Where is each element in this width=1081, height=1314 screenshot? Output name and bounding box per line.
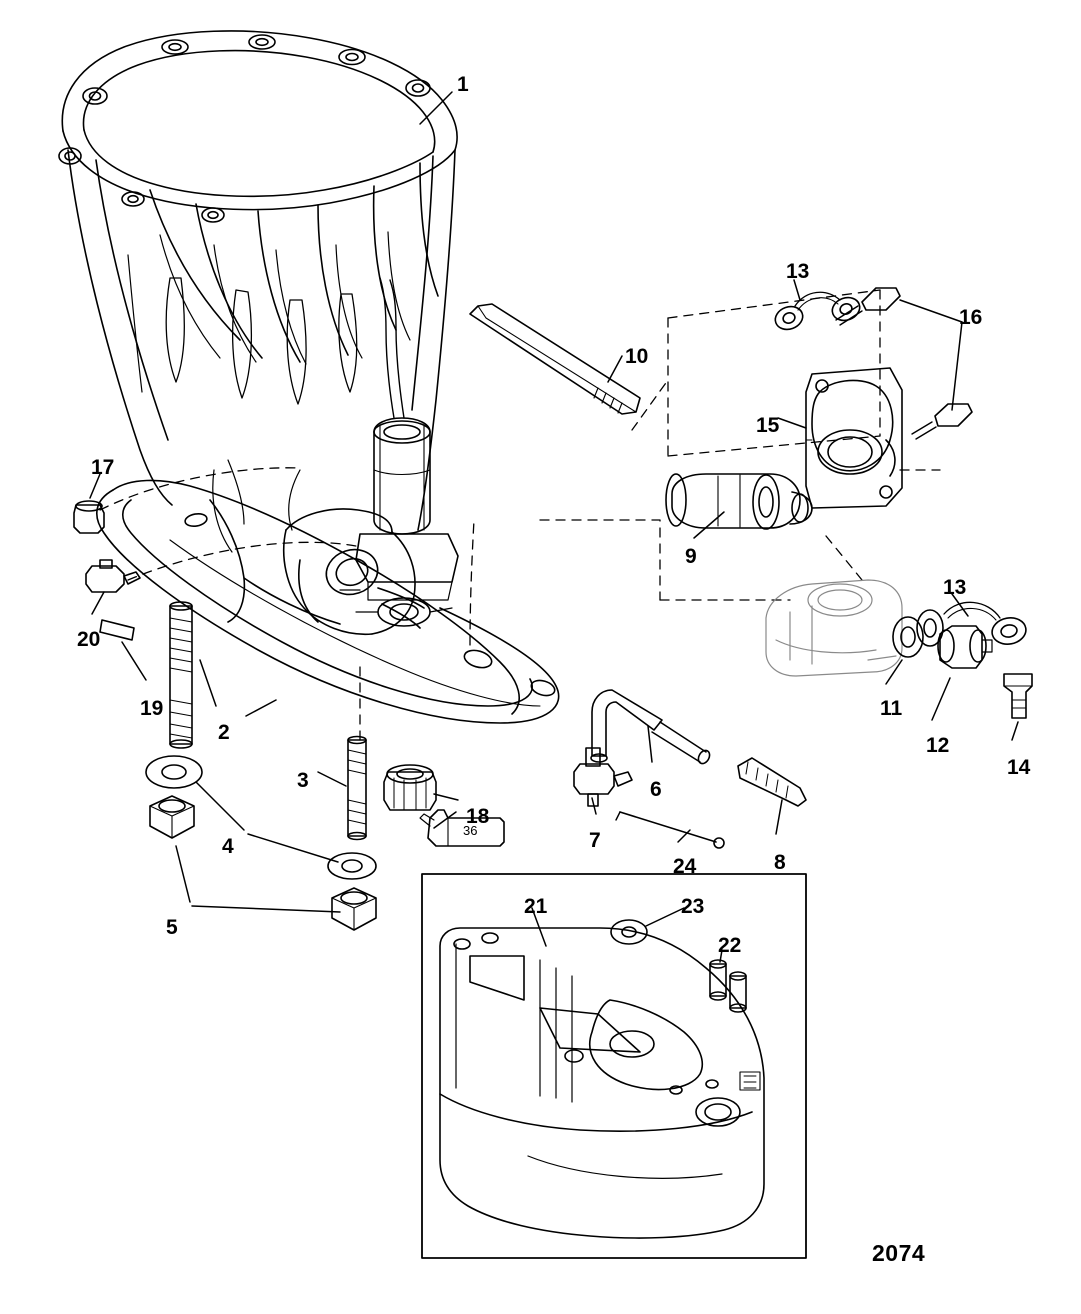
callout-14: 14 xyxy=(1007,756,1031,779)
part-23-washer xyxy=(611,920,647,944)
driveshaft-housing-body xyxy=(59,31,559,723)
callout-10: 10 xyxy=(625,345,649,368)
inset-box xyxy=(422,874,806,1258)
part-18-nut-fitting xyxy=(384,765,436,810)
callout-22: 22 xyxy=(718,934,742,957)
part-4-washers xyxy=(146,756,376,879)
callout-12: 12 xyxy=(926,734,950,757)
part-24-rod xyxy=(616,812,724,848)
phantom-bracket-reference xyxy=(766,580,902,676)
callout-21: 21 xyxy=(524,895,548,918)
callout-17: 17 xyxy=(91,456,115,479)
callout-19: 19 xyxy=(140,697,164,720)
callout-18: 18 xyxy=(466,805,490,828)
part-17-plug xyxy=(74,501,104,533)
sealant-tube xyxy=(420,810,504,846)
assembly-projection-lines xyxy=(100,290,940,740)
part-8-applicator-tip xyxy=(738,758,806,806)
part-19-pin xyxy=(100,620,134,640)
part-12-grease-fitting xyxy=(938,626,992,668)
callout-1: 1 xyxy=(457,73,469,96)
callout-2: 2 xyxy=(218,721,230,744)
callout-11: 11 xyxy=(880,697,903,720)
callout-9: 9 xyxy=(685,545,697,568)
leader-lines xyxy=(90,92,1018,962)
callout-5: 5 xyxy=(166,916,178,939)
part-10-long-bolt xyxy=(470,304,640,414)
callout-13-upper: 13 xyxy=(786,260,810,283)
part-15-swivel-bracket xyxy=(806,368,902,508)
sheet-code: 2074 xyxy=(872,1240,926,1266)
callout-6: 6 xyxy=(650,778,662,801)
callout-23: 23 xyxy=(681,895,705,918)
trim-cylinder-assembly xyxy=(340,278,458,626)
callout-13-lower: 13 xyxy=(943,576,967,599)
callout-16: 16 xyxy=(959,306,983,329)
part-5-nuts xyxy=(150,796,376,930)
callout-24: 24 xyxy=(673,855,697,878)
part-21-clamp-bracket xyxy=(440,928,764,1238)
callout-20: 20 xyxy=(77,628,101,651)
part-9-pivot-bushing xyxy=(666,474,812,529)
callout-4: 4 xyxy=(222,835,234,858)
part-16-bolts xyxy=(836,288,972,439)
callout-15: 15 xyxy=(756,414,780,437)
callout-3: 3 xyxy=(297,769,309,792)
sealant-tube-number: 36 xyxy=(463,823,478,838)
part-13-lower-clip xyxy=(917,602,1028,646)
callout-7: 7 xyxy=(589,829,601,852)
part-14-bolt xyxy=(1004,674,1032,718)
part-3-stud xyxy=(348,737,366,840)
part-2-stud xyxy=(170,602,192,748)
callout-8: 8 xyxy=(774,851,786,874)
part-13-upper-clip xyxy=(772,292,863,333)
part-22-dowel-pins xyxy=(710,960,746,1012)
